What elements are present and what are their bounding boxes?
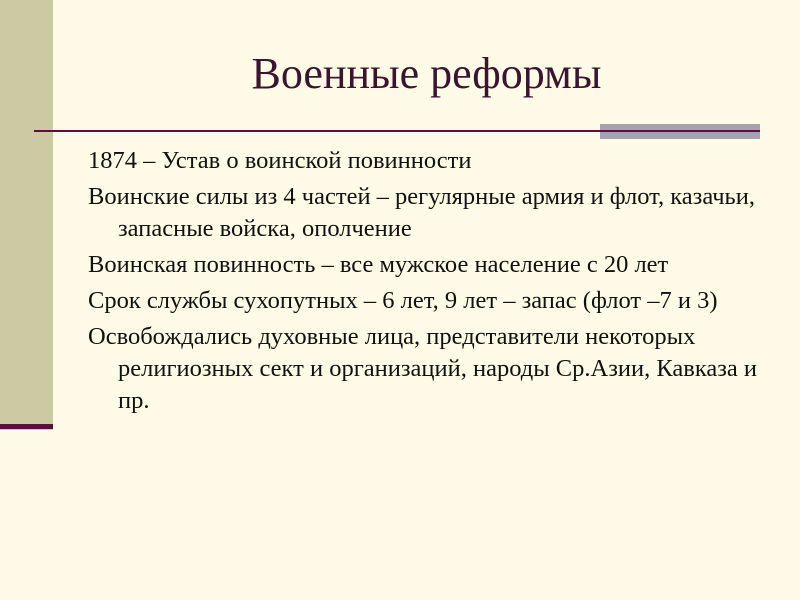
list-item: Воинская повинность – все мужское население с 20 лет xyxy=(88,251,669,278)
list-item: 1874 – Устав о воинской повинности xyxy=(88,147,472,174)
slide-title: Военные реформы xyxy=(251,49,602,98)
sidebar-accent-line xyxy=(0,424,53,429)
title-divider-line xyxy=(34,130,600,132)
decorative-sidebar xyxy=(0,0,53,430)
title-divider-block-line xyxy=(600,130,760,132)
list-item: Воинские силы из 4 частей – регулярные армия и флот, казачьи, запасные войска, ополчение xyxy=(88,183,755,242)
list-item: Освобождались духовные лица, представители некоторых религиозных сект и организаций, народы Ср.Азии, Кавказа и пр. xyxy=(88,323,758,414)
slide-bullet-list xyxy=(88,145,768,421)
list-item: Срок службы сухопутных – 6 лет, 9 лет – запас (флот –7 и 3) xyxy=(88,287,718,314)
